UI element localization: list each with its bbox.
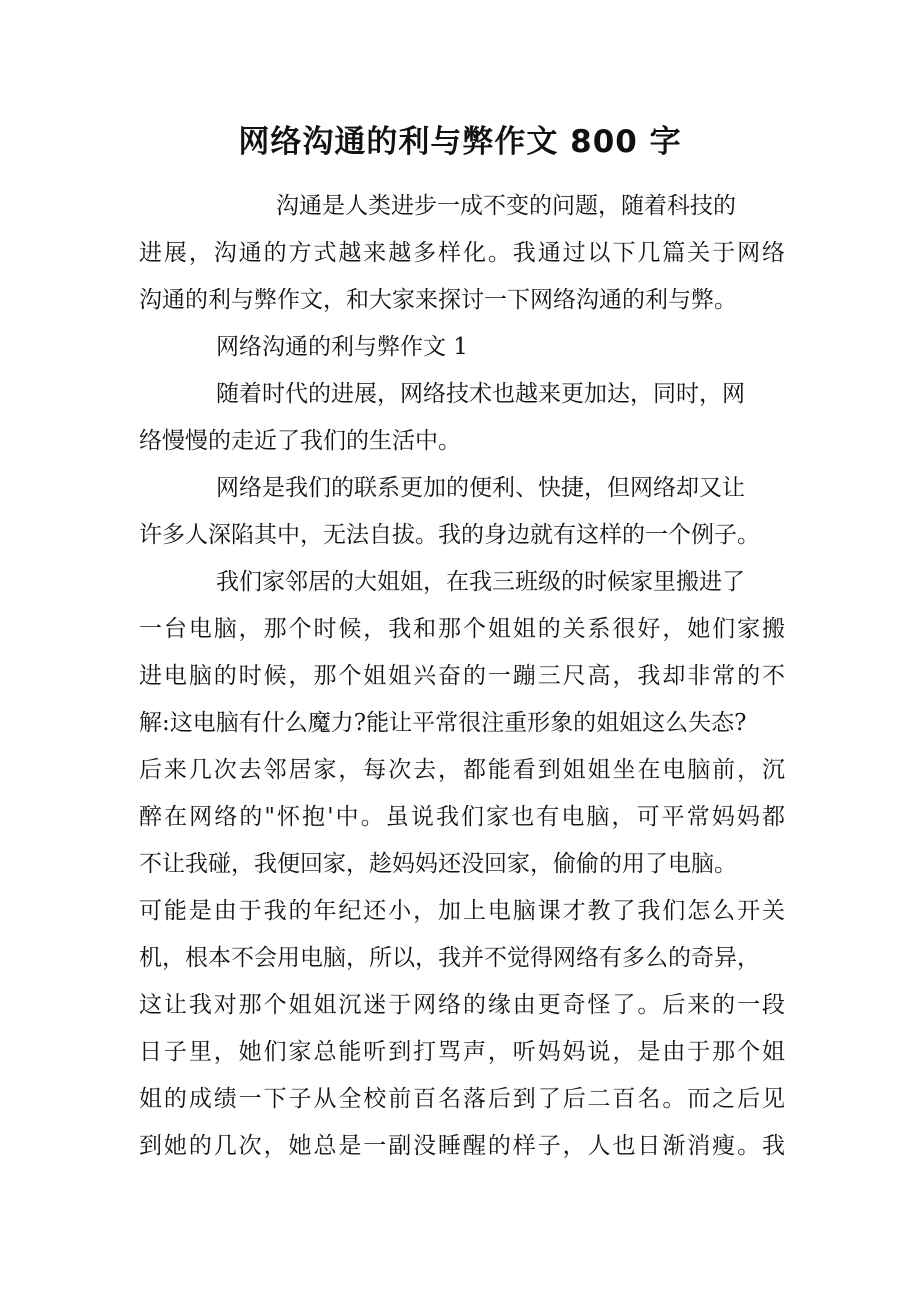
text-line: 后来几次去邻居家，每次去，都能看到姐姐坐在电脑前，沉 <box>139 757 785 783</box>
text-line: 我们家邻居的大姐姐，在我三班级的时候家里搬进了 <box>216 569 745 595</box>
text-line: 络慢慢的走近了我们的生活中。 <box>139 428 461 454</box>
document-title: 网络沟通的利与弊作文 800 字 <box>238 124 682 160</box>
text-line: 可能是由于我的年纪还小，加上电脑课才教了我们怎么开关 <box>139 898 785 924</box>
text-line: 网络是我们的联系更加的便利、快捷，但网络却又让 <box>216 475 745 501</box>
text-line: 一台电脑，那个时候，我和那个姐姐的关系很好，她们家搬 <box>139 616 785 642</box>
text-line: 姐的成绩一下子从全校前百名落后到了后二百名。而之后见 <box>139 1086 785 1112</box>
text-line: 进电脑的时候，那个姐姐兴奋的一蹦三尺高，我却非常的不 <box>139 663 785 689</box>
text-line: 到她的几次，她总是一副没睡醒的样子，人也日渐消瘦。我 <box>139 1133 785 1159</box>
text-line: 进展，沟通的方式越来越多样化。我通过以下几篇关于网络 <box>139 240 785 266</box>
document-body <box>139 183 785 1170</box>
section-heading: 网络沟通的利与弊作文 1 <box>216 334 468 360</box>
text-line: 不让我碰，我便回家，趁妈妈还没回家，偷偷的用了电脑。 <box>139 851 737 877</box>
text-line: 沟通的利与弊作文，和大家来探讨一下网络沟通的利与弊。 <box>139 287 737 313</box>
text-line: 沟通是人类进步一成不变的问题，随着科技的 <box>276 193 736 219</box>
text-line: 这让我对那个姐姐沉迷于网络的缘由更奇怪了。后来的一段 <box>139 992 785 1018</box>
text-line: 随着时代的进展，网络技术也越来更加达，同时，网 <box>216 381 745 407</box>
text-line: 醉在网络的"怀抱'中。虽说我们家也有电脑，可平常妈妈都 <box>139 804 785 830</box>
text-line: 机，根本不会用电脑，所以，我并不觉得网络有多么的奇异， <box>139 945 760 971</box>
text-line: 日子里，她们家总能听到打骂声，听妈妈说，是由于那个姐 <box>139 1039 785 1065</box>
text-line: 解:这电脑有什么魔力?能让平常很注重形象的姐姐这么失态? <box>139 710 747 736</box>
text-line: 许多人深陷其中，无法自拔。我的身边就有这样的一个例子。 <box>139 522 760 548</box>
